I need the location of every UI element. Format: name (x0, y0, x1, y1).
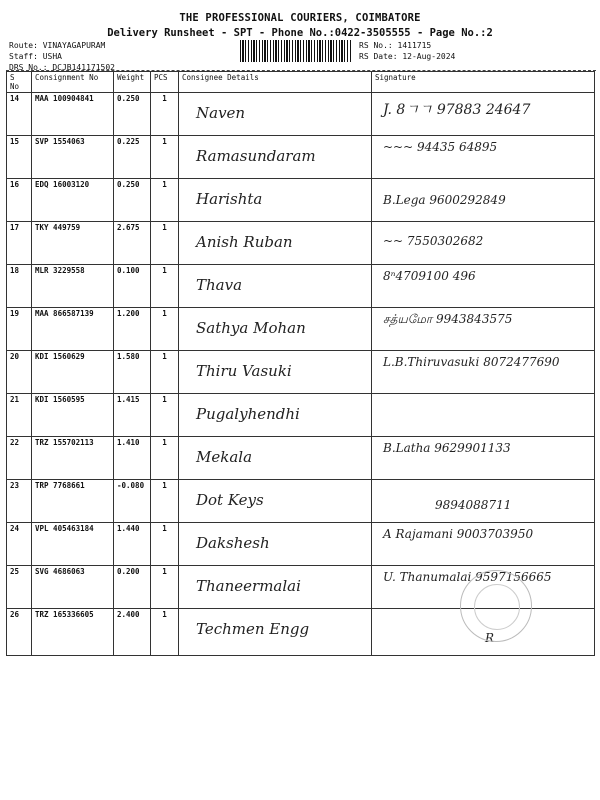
signature-cell (372, 308, 595, 351)
signature-cell (372, 222, 595, 265)
signature-handwriting: B.Lega 9600292849 (383, 193, 506, 207)
consignee-cell (179, 394, 372, 437)
signature-cell (372, 523, 595, 566)
consignee-handwriting: Dot Keys (196, 491, 264, 509)
table-header-row (7, 72, 595, 93)
row-sno: 25 (7, 566, 32, 609)
consignee-handwriting: Techmen Engg (196, 620, 310, 638)
signature-cell (372, 351, 595, 394)
consignee-handwriting: Harishta (196, 190, 263, 208)
signature-cell (372, 480, 595, 523)
row-sno: 17 (7, 222, 32, 265)
signature-cell (372, 437, 595, 480)
consignee-handwriting: Sathya Mohan (196, 319, 306, 337)
signature-handwriting (375, 395, 591, 399)
row-pcs: 1 (151, 480, 179, 523)
consignee-handwriting: Pugalyhendhi (196, 405, 300, 423)
col-signature: Signature (372, 72, 595, 93)
row-weight: 1.200 (114, 308, 151, 351)
consignee-cell (179, 437, 372, 480)
row-weight: 1.410 (114, 437, 151, 480)
signature-handwriting: 8ⁿ4709100 496 (383, 269, 476, 283)
barcode (240, 40, 352, 62)
consignee-cell (179, 351, 372, 394)
table-row (7, 308, 595, 351)
signature-handwriting: ~~ 7550302682 (383, 234, 484, 248)
consignee-handwriting: Mekala (196, 448, 253, 466)
row-pcs: 1 (151, 351, 179, 394)
col-sno: S No (7, 72, 32, 93)
table-row (7, 179, 595, 222)
row-pcs: 1 (151, 308, 179, 351)
row-consignment: MLR 3229558 (32, 265, 114, 308)
company-stamp (460, 570, 532, 642)
signature-handwriting: L.B.Thiruvasuki 8072477690 (383, 355, 560, 369)
row-sno: 16 (7, 179, 32, 222)
consignee-handwriting: Thaneermalai (196, 577, 301, 595)
row-sno: 26 (7, 609, 32, 656)
consignee-cell (179, 93, 372, 136)
stamp-inner-ring (474, 584, 520, 630)
row-sno: 14 (7, 93, 32, 136)
table-row (7, 437, 595, 480)
row-sno: 21 (7, 394, 32, 437)
row-pcs: 1 (151, 136, 179, 179)
signature-handwriting: R (485, 631, 495, 645)
signature-handwriting: சத்யமோ 9943843575 (383, 312, 513, 326)
signature-cell (372, 136, 595, 179)
table-row (7, 480, 595, 523)
consignee-cell (179, 179, 372, 222)
row-pcs: 1 (151, 609, 179, 656)
row-pcs: 1 (151, 265, 179, 308)
row-consignment: KDI 1560595 (32, 394, 114, 437)
consignee-cell (179, 265, 372, 308)
signature-handwriting: A Rajamani 9003703950 (383, 527, 534, 541)
table-row (7, 265, 595, 308)
row-weight: 2.675 (114, 222, 151, 265)
row-weight: 0.200 (114, 566, 151, 609)
table-row (7, 351, 595, 394)
col-pcs: PCS (151, 72, 179, 93)
table-row (7, 222, 595, 265)
table-row (7, 93, 595, 136)
route-label: Route: VINAYAGAPURAM (9, 41, 106, 50)
row-pcs: 1 (151, 179, 179, 222)
row-consignment: SVP 1554063 (32, 136, 114, 179)
row-consignment: VPL 405463184 (32, 523, 114, 566)
consignee-cell (179, 480, 372, 523)
row-weight: 1.415 (114, 394, 151, 437)
consignee-handwriting: Thiru Vasuki (196, 362, 292, 380)
row-consignment: TRZ 165336605 (32, 609, 114, 656)
signature-handwriting: U. Thanumalai 9597156665 (383, 570, 552, 584)
row-sno: 15 (7, 136, 32, 179)
row-pcs: 1 (151, 437, 179, 480)
signature-cell (372, 394, 595, 437)
consignee-cell (179, 523, 372, 566)
row-sno: 24 (7, 523, 32, 566)
table-row (7, 523, 595, 566)
signature-cell (372, 265, 595, 308)
col-consignment: Consignment No (32, 72, 114, 93)
consignee-handwriting: Dakshesh (196, 534, 270, 552)
consignee-cell (179, 566, 372, 609)
consignee-cell (179, 136, 372, 179)
col-weight: Weight (114, 72, 151, 93)
col-consignee: Consignee Details (179, 72, 372, 93)
row-weight: 0.250 (114, 93, 151, 136)
row-consignment: EDQ 16003120 (32, 179, 114, 222)
consignee-cell (179, 609, 372, 656)
runsheet-table (6, 71, 595, 656)
row-consignment: TRZ 155702113 (32, 437, 114, 480)
signature-cell (372, 179, 595, 222)
row-pcs: 1 (151, 523, 179, 566)
signature-handwriting: B.Latha 9629901133 (383, 441, 511, 455)
row-sno: 20 (7, 351, 32, 394)
consignee-handwriting: Naven (196, 104, 246, 122)
row-consignment: MAA 100904841 (32, 93, 114, 136)
row-pcs: 1 (151, 566, 179, 609)
row-pcs: 1 (151, 222, 179, 265)
rs-number: RS No.: 1411715 (359, 41, 432, 50)
row-consignment: KDI 1560629 (32, 351, 114, 394)
consignee-handwriting: Anish Ruban (196, 233, 293, 251)
row-sno: 23 (7, 480, 32, 523)
row-sno: 19 (7, 308, 32, 351)
row-weight: -0.080 (114, 480, 151, 523)
consignee-cell (179, 308, 372, 351)
signature-cell (372, 93, 595, 136)
staff-label: Staff: USHA (9, 52, 62, 61)
row-sno: 18 (7, 265, 32, 308)
table-row (7, 136, 595, 179)
row-consignment: TRP 7768661 (32, 480, 114, 523)
row-pcs: 1 (151, 93, 179, 136)
row-pcs: 1 (151, 394, 179, 437)
signature-handwriting: J. 8ㄱㄱ 97883 24647 (383, 102, 531, 118)
drs-label: DRS No.: DCJB141171502 (9, 63, 115, 72)
row-consignment: SVG 4686063 (32, 566, 114, 609)
row-weight: 1.440 (114, 523, 151, 566)
row-consignment: TKY 449759 (32, 222, 114, 265)
row-sno: 22 (7, 437, 32, 480)
runsheet-subtitle: Delivery Runsheet - SPT - Phone No.:0422-3505555 - Page No.:2 (107, 27, 493, 39)
row-weight: 0.100 (114, 265, 151, 308)
signature-handwriting: 9894088711 (435, 498, 512, 512)
table-row (7, 394, 595, 437)
rs-date: RS Date: 12-Aug-2024 (359, 52, 456, 61)
consignee-cell (179, 222, 372, 265)
row-consignment: MAA 866587139 (32, 308, 114, 351)
signature-handwriting: ~~~ 94435 64895 (383, 140, 498, 154)
consignee-handwriting: Ramasundaram (196, 147, 316, 165)
row-weight: 0.250 (114, 179, 151, 222)
consignee-handwriting: Thava (196, 276, 243, 294)
row-weight: 1.580 (114, 351, 151, 394)
row-weight: 2.400 (114, 609, 151, 656)
page-title: THE PROFESSIONAL COURIERS, COIMBATORE (179, 12, 421, 24)
row-weight: 0.225 (114, 136, 151, 179)
